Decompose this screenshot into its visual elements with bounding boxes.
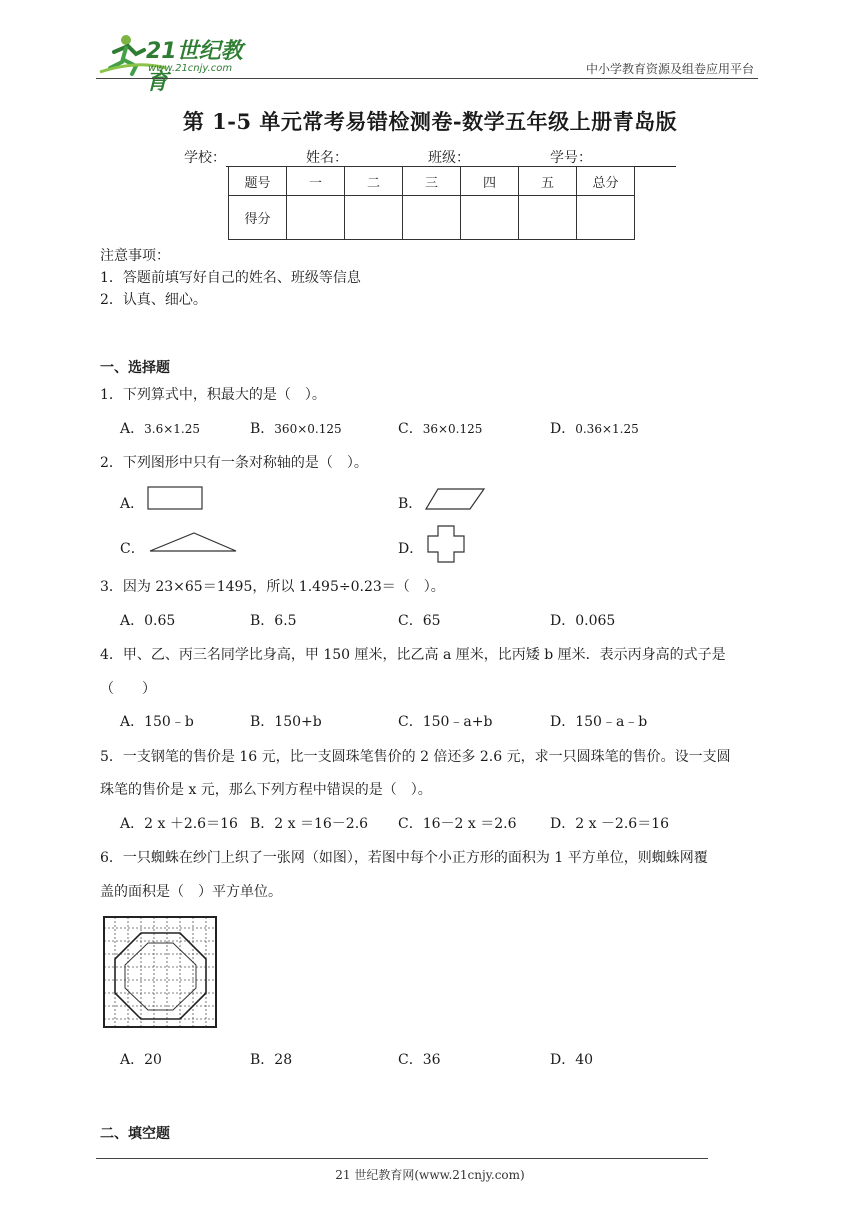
isosceles-triangle-shape-icon — [148, 530, 240, 554]
q6-option-b[interactable]: B．28 — [250, 1052, 293, 1068]
header-platform-text: 中小学教育资源及组卷应用平台 — [585, 62, 754, 76]
q4-option-a[interactable]: A．150﹣b — [120, 714, 194, 730]
rectangle-shape-icon — [146, 485, 206, 513]
question-4-stem-line1: 4．甲、乙、丙三名同学比身高，甲 150 厘米，比乙高 a 厘米，比丙矮 b 厘米．表示丙身高的式子是 — [100, 647, 726, 663]
q5-option-c[interactable]: C．16－2 x ＝2.6 — [398, 816, 517, 832]
q2-option-d[interactable]: D． — [398, 541, 424, 557]
q2-option-a[interactable]: A． — [120, 496, 145, 512]
cross-shape-icon — [426, 524, 468, 564]
number-blank[interactable] — [592, 153, 676, 167]
q3-option-b[interactable]: B．6.5 — [250, 613, 297, 629]
web-octagon-inner — [125, 943, 196, 1010]
q6-option-c[interactable]: C．36 — [398, 1052, 441, 1068]
note-item: 2．认真、细心。 — [100, 292, 207, 308]
q1-option-a[interactable] — [120, 418, 200, 438]
note-item: 1．答题前填写好自己的姓名、班级等信息 — [100, 270, 361, 286]
question-3-stem: 3．因为 23×65＝1495，所以 1.495÷0.23＝（ ）。 — [100, 579, 445, 595]
option-value: 3.6×1.25 — [144, 422, 200, 436]
score-cell[interactable] — [519, 196, 577, 240]
q4-option-c[interactable]: C．150﹣a+b — [398, 714, 493, 730]
page-title: 第 1-5 单元常考易错检测卷-数学五年级上册青岛版 — [182, 109, 678, 134]
q1-option-c[interactable] — [398, 418, 482, 438]
option-letter: A． — [120, 421, 145, 437]
table-cell: 五 — [519, 167, 577, 196]
number-label: 学号： — [550, 150, 592, 166]
table-cell: 二 — [345, 167, 403, 196]
question-5-stem-line2: 珠笔的售价是 x 元，那么下列方程中错误的是（ ）。 — [100, 782, 432, 798]
school-label: 学校： — [184, 150, 226, 166]
option-value: 36×0.125 — [422, 422, 483, 436]
table-cell: 题号 — [229, 167, 287, 196]
question-2-stem: 2．下列图形中只有一条对称轴的是（ ）。 — [100, 455, 368, 471]
q3-option-d[interactable]: D．0.065 — [550, 613, 616, 629]
option-value: 360×0.125 — [274, 422, 342, 436]
score-table — [228, 166, 635, 240]
option-letter: C． — [398, 421, 423, 437]
table-cell: 总分 — [577, 167, 635, 196]
table-cell: 一 — [287, 167, 345, 196]
spider-web-grid-figure — [100, 913, 222, 1033]
q2-option-c[interactable]: C． — [120, 541, 145, 557]
header-divider — [96, 78, 758, 79]
q1-option-b[interactable] — [250, 418, 342, 438]
q6-option-d[interactable]: D．40 — [550, 1052, 594, 1068]
score-cell[interactable] — [287, 196, 345, 240]
table-cell: 四 — [461, 167, 519, 196]
logo-url: www.21cnjy.com — [148, 63, 233, 74]
class-blank[interactable] — [470, 153, 550, 167]
section-heading-choice: 一、选择题 — [100, 360, 170, 376]
logo-text: 21世纪教育 — [146, 39, 243, 95]
q4-option-d[interactable]: D．150﹣a﹣b — [550, 714, 648, 730]
score-cell[interactable] — [345, 196, 403, 240]
q5-option-d[interactable]: D．2 x －2.6＝16 — [550, 816, 670, 832]
q1-option-d[interactable] — [550, 418, 639, 438]
score-table-header-row — [229, 167, 635, 196]
section-heading-fill: 二、填空题 — [100, 1126, 170, 1142]
table-cell: 三 — [403, 167, 461, 196]
question-1-stem: 1．下列算式中，积最大的是（ ）。 — [100, 387, 326, 403]
option-letter: B． — [250, 421, 275, 437]
q6-option-a[interactable]: A．20 — [120, 1052, 162, 1068]
option-value: 0.36×1.25 — [575, 422, 639, 436]
q3-option-a[interactable]: A．0.65 — [120, 613, 176, 629]
site-logo — [96, 30, 256, 95]
question-6-stem-line2: 盖的面积是（ ）平方单位。 — [100, 884, 282, 900]
parallelogram-shape-icon — [424, 487, 486, 511]
name-label: 姓名： — [306, 150, 348, 166]
table-cell: 得分 — [229, 196, 287, 240]
question-5-stem-line1: 5．一支钢笔的售价是 16 元，比一支圆珠笔售价的 2 倍还多 2.6 元，求一只圆珠笔的售价。设一支圆 — [100, 749, 731, 765]
q2-option-b[interactable]: B． — [398, 496, 423, 512]
question-4-stem-line2: （ ） — [100, 681, 156, 697]
question-6-stem-line1: 6．一只蜘蛛在纱门上织了一张网（如图），若图中每个小正方形的面积为 1 平方单位，则蜘蛛网覆 — [100, 850, 708, 866]
notes-heading: 注意事项： — [100, 248, 170, 264]
score-cell[interactable] — [403, 196, 461, 240]
option-letter: D． — [550, 421, 576, 437]
score-table-score-row — [229, 196, 635, 240]
school-blank[interactable] — [226, 153, 306, 167]
footer-link[interactable]: 21 世纪教育网(www.21cnjy.com) — [335, 1168, 525, 1182]
name-blank[interactable] — [348, 153, 428, 167]
q4-option-b[interactable]: B．150+b — [250, 714, 322, 730]
q5-option-a[interactable]: A．2 x ＋2.6＝16 — [120, 816, 238, 832]
student-info-line — [0, 147, 860, 167]
q5-option-b[interactable]: B．2 x ＝16－2.6 — [250, 816, 369, 832]
score-cell[interactable] — [461, 196, 519, 240]
footer-divider — [96, 1158, 708, 1159]
q3-option-c[interactable]: C．65 — [398, 613, 441, 629]
score-cell[interactable] — [577, 196, 635, 240]
class-label: 班级： — [428, 150, 470, 166]
